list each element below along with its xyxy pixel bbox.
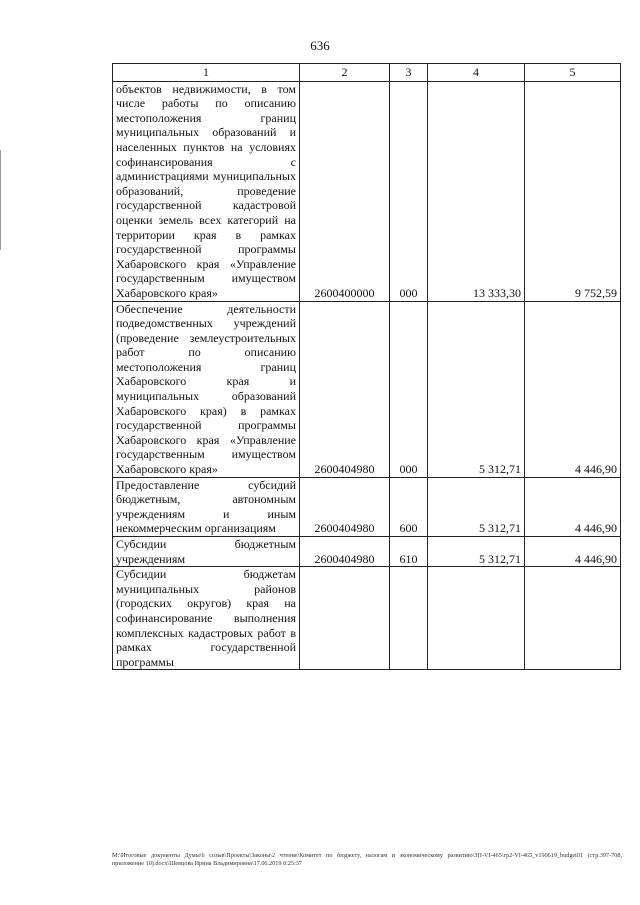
row-name: Субсидии бюджетным учреждениям [113,537,300,567]
row-name: объектов недвижимости, в том числе работы по описанию местоположения границ муниципальных образований и населенных пунктов на условиях софинансирования с администрациями муниципальных образований, проведение государственной кадастровой оценки земель всех категорий на территории края в рамках государственной программы Хабаровского края «Управление государственным имуществом Хабаровского края» [113,81,300,301]
amount-col4: 13 333,30 [428,81,525,301]
table-row [113,537,621,567]
margin-mark [0,150,1,250]
table-row [113,81,621,301]
amount-col5: 9 752,59 [525,81,621,301]
target-article-code [300,567,390,670]
expense-type-code: 600 [390,477,428,536]
amount-col5: 4 446,90 [525,477,621,536]
amount-col4 [428,567,525,670]
row-name: Субсидии бюджетам муниципальных районов (городских округов) края на софинансирование выполнения комплексных кадастровых работ в рамках государственной программы [113,567,300,670]
amount-col5: 4 446,90 [525,537,621,567]
budget-table [112,63,621,670]
expense-type-code [390,567,428,670]
target-article-code: 2600404980 [300,477,390,536]
page-number: 636 [310,38,330,53]
header-row [113,64,621,82]
table-row [113,301,621,477]
amount-col5: 4 446,90 [525,301,621,477]
expense-type-code: 000 [390,81,428,301]
column-header-2: 2 [300,64,390,82]
target-article-code: 2600404980 [300,537,390,567]
amount-col4: 5 312,71 [428,477,525,536]
column-header-1: 1 [113,64,300,82]
row-name: Предоставление субсидий бюджетным, автономным учреждениям и иным некоммерческим организациям [113,477,300,536]
column-header-3: 3 [390,64,428,82]
expense-type-code: 000 [390,301,428,477]
document-path-footer: М:\Итоговые документы Думы\6 созыв\Проекты\Законы\2 чтение\Комитет по бюджету, налогам и экономическому развитию\ЗП-VI-465\гр2-VI-465_v190619_budget01 (стр.397-708, приложение 10).docx\Шевцова Ирина Владимировна\17.06.2019 8:25:37 [112,852,622,867]
amount-col4: 5 312,71 [428,301,525,477]
amount-col4: 5 312,71 [428,537,525,567]
table-row [113,567,621,670]
target-article-code: 2600400000 [300,81,390,301]
amount-col5 [525,567,621,670]
column-header-5: 5 [525,64,621,82]
row-name: Обеспечение деятельности подведомственных учреждений (проведение землеустроительных работ по описанию местоположения границ Хабаровского края и муниципальных образований Хабаровского края) в рамках государственной программы Хабаровского края «Управление государственным имуществом Хабаровского края» [113,301,300,477]
table-row [113,477,621,536]
target-article-code: 2600404980 [300,301,390,477]
column-header-4: 4 [428,64,525,82]
expense-type-code: 610 [390,537,428,567]
